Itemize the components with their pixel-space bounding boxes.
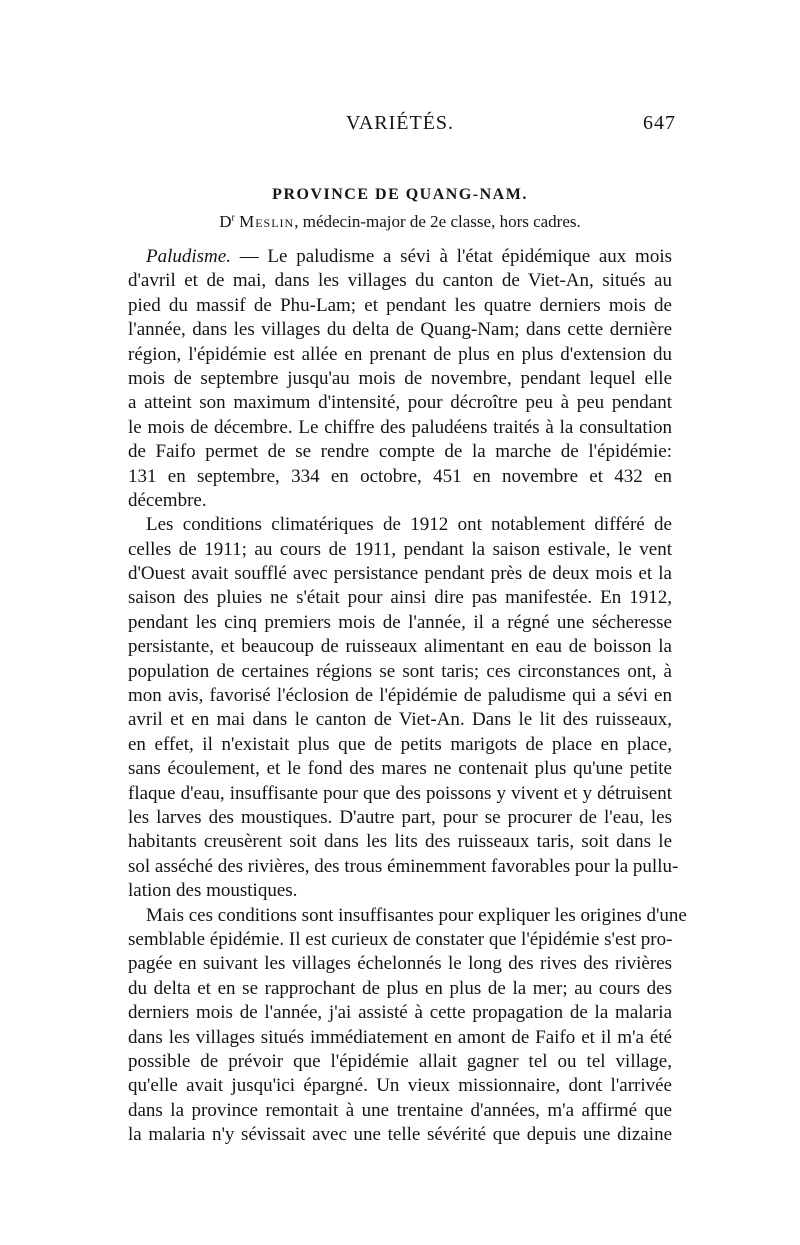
- section-title: PROVINCE DE QUANG-NAM.: [272, 186, 528, 203]
- paragraph-1-line: décembre.: [128, 489, 207, 511]
- paragraph-2-line: population de certaines régions se sont taris; ces circonstances ont, à: [128, 660, 672, 682]
- author-rest: , médecin-major de 2e classe, hors cadres.: [294, 212, 581, 231]
- paragraph-3-line: derniers mois de l'année, j'ai assisté à cette propagation de la malaria: [128, 1002, 672, 1024]
- paragraph-2-line: mon avis, favorisé l'éclosion de l'épidémie de paludisme qui a sévi en: [128, 685, 672, 707]
- paragraph-1-line: 131 en septembre, 334 en octobre, 451 en novembre et 432 en: [128, 465, 672, 487]
- author-name: Meslin: [239, 212, 295, 231]
- paragraph-lead: Paludisme.: [146, 246, 231, 267]
- paragraph-2-line: saison des pluies ne s'était pour ainsi dire pas manifestée. En 1912,: [128, 587, 672, 609]
- paragraph-2-line: persistante, et beaucoup de ruisseaux alimentant en eau de boisson la: [128, 636, 672, 658]
- paragraph-1-line: l'année, dans les villages du delta de Quang-Nam; dans cette dernière: [128, 319, 672, 341]
- running-head: [0, 112, 800, 142]
- paragraph-1-line: pied du massif de Phu-Lam; et pendant les quatre derniers mois de: [128, 294, 672, 316]
- paragraph-3-line: dans la province remontait à une trentaine d'années, m'a affirmé que: [128, 1099, 672, 1121]
- page-number: 647: [643, 112, 676, 134]
- paragraph-3-line: pagée en suivant les villages échelonnés le long des rives des rivières: [128, 953, 672, 975]
- paragraph-3-line: semblable épidémie. Il est curieux de constater que l'épidémie s'est pro-: [128, 928, 673, 950]
- paragraph-3-line: possible de prévoir que l'épidémie allait gagner tel ou tel village,: [128, 1050, 672, 1072]
- paragraph-1-line: de Faifo permet de se rendre compte de la marche de l'épidémie:: [128, 441, 672, 463]
- paragraph-2-line: celles de 1911; au cours de 1911, pendant la saison estivale, le vent: [128, 538, 672, 560]
- paragraph-2-line: Les conditions climatériques de 1912 ont notablement différé de: [146, 514, 672, 536]
- running-title: VARIÉTÉS.: [345, 112, 455, 134]
- paragraph-2-line: sans écoulement, et le fond des mares ne contenait plus qu'une petite: [128, 758, 672, 780]
- paragraph-2-line: lation des moustiques.: [128, 880, 298, 902]
- paragraph-2-line: d'Ouest avait soufflé avec persistance pendant près de deux mois et la: [128, 563, 672, 585]
- paragraph-3-line: dans les villages situés immédiatement en amont de Faifo et il m'a été: [128, 1026, 672, 1048]
- paragraph-1-line: le mois de décembre. Le chiffre des paludéens traités à la consultation: [128, 416, 672, 438]
- paragraph-1-line: d'avril et de mai, dans les villages du canton de Viet-An, situés au: [128, 270, 672, 292]
- paragraph-3-line: la malaria n'y sévissait avec une telle sévérité que depuis une dizaine: [128, 1124, 672, 1146]
- paragraph-2-line: avril et en mai dans le canton de Viet-An. Dans le lit des ruisseaux,: [128, 709, 672, 731]
- author-prefix-sup: r: [231, 212, 235, 224]
- paragraph-2-line: sol asséché des rivières, des trous éminemment favorables pour la pullu-: [128, 855, 679, 877]
- paragraph-2-line: en effet, il n'existait plus que de petits marigots de place en place,: [128, 733, 672, 755]
- paragraph-3-line: du delta et en se rapprochant de plus en plus de la mer; au cours des: [128, 977, 672, 999]
- paragraph-1-line: région, l'épidémie est allée en prenant de plus en plus d'extension du: [128, 343, 672, 365]
- paragraph-2-line: les larves des moustiques. D'autre part, pour se procurer de l'eau, les: [128, 806, 672, 828]
- paragraph-3-line: qu'elle avait jusqu'ici épargné. Un vieux missionnaire, dont l'arrivée: [128, 1075, 672, 1097]
- author-prefix: D: [219, 212, 232, 231]
- paragraph-1-line-1: [128, 245, 672, 269]
- paragraph-1-line: a atteint son maximum d'intensité, pour décroître peu à peu pendant: [128, 392, 672, 414]
- author-line: [0, 212, 800, 232]
- paragraph-2-line: flaque d'eau, insuffisante pour que des poissons y vivent et y détruisent: [128, 782, 672, 804]
- paragraph-3-line: Mais ces conditions sont insuffisantes pour expliquer les origines d'une: [146, 904, 687, 926]
- line-text: — Le paludisme a sévi à l'état épidémique aux mois: [230, 246, 672, 267]
- paragraph-2-line: habitants creusèrent soit dans les lits des ruisseaux taris, soit dans le: [128, 831, 672, 853]
- paragraph-1-line: mois de septembre jusqu'au mois de novembre, pendant lequel elle: [128, 367, 672, 389]
- paragraph-2-line: pendant les cinq premiers mois de l'année, il a régné une sécheresse: [128, 611, 672, 633]
- body-text: [128, 245, 687, 1147]
